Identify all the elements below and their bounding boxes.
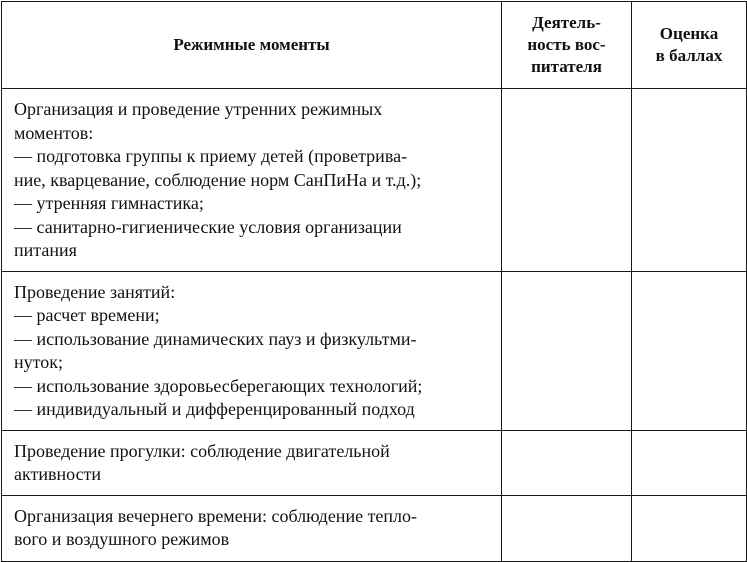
routine-cell-lessons	[2, 271, 502, 430]
routine-line: нуток;	[14, 352, 64, 372]
header-col3-line: Оценка	[659, 24, 719, 43]
header-col2-line: питателя	[531, 57, 602, 76]
routine-line: Организация и проведение утренних режимных	[14, 99, 383, 119]
routine-line: Организация вечернего времени: соблюдение тепло-	[14, 505, 418, 526]
activity-cell	[502, 89, 632, 272]
header-row	[2, 2, 747, 89]
table-row	[2, 495, 747, 561]
routine-line: вого и воздушного режимов	[14, 529, 230, 549]
activity-cell	[502, 430, 632, 495]
header-col3-line: в баллах	[655, 46, 723, 65]
routine-line: активности	[14, 464, 102, 484]
routine-line: — утренняя гимнастика;	[14, 193, 204, 213]
routine-cell-evening	[2, 495, 502, 561]
header-routine-moments	[2, 2, 502, 89]
table-row	[2, 430, 747, 495]
routine-line: — подготовка группы к приему детей (проветрива-	[14, 146, 408, 166]
routine-line: — индивидуальный и дифференцированный подход	[14, 399, 415, 419]
header-col1-label: Режимные моменты	[173, 35, 330, 54]
routine-line: ние, кварцевание, соблюдение норм СанПиНа и т.д.);	[14, 169, 422, 190]
activity-cell	[502, 495, 632, 561]
score-cell	[632, 89, 747, 272]
assessment-table	[1, 1, 747, 562]
routine-line: — санитарно-гигиенические условия организации	[14, 216, 402, 237]
routine-line: — использование динамических пауз и физкультми-	[14, 328, 417, 349]
header-col2-line: ность вос-	[527, 35, 606, 54]
table-row	[2, 271, 747, 430]
header-educator-activity	[502, 2, 632, 89]
score-cell	[632, 430, 747, 495]
table-row	[2, 89, 747, 272]
header-score	[632, 2, 747, 89]
activity-cell	[502, 271, 632, 430]
header-col2-line: Деятель-	[532, 13, 601, 32]
routine-line: Проведение прогулки: соблюдение двигательной	[14, 440, 390, 461]
score-cell	[632, 271, 747, 430]
routine-cell-morning	[2, 89, 502, 272]
routine-line: — расчет времени;	[14, 305, 160, 325]
routine-line: Проведение занятий:	[14, 281, 176, 302]
routine-line: моментов:	[14, 122, 94, 143]
routine-line: — использование здоровьесберегающих технологий;	[14, 375, 423, 396]
routine-line: питания	[14, 240, 77, 260]
routine-cell-walk	[2, 430, 502, 495]
score-cell	[632, 495, 747, 561]
